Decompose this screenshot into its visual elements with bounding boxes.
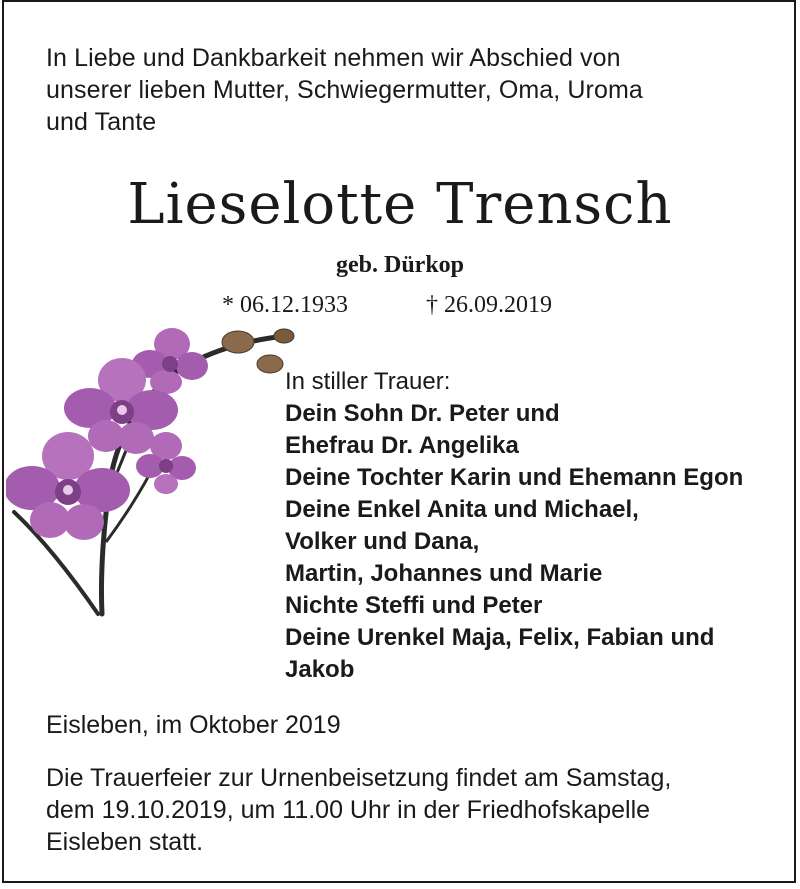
orchid-bud [222,331,254,353]
mourner-line: Ehefrau Dr. Angelika [285,432,519,459]
mourner-line: Dein Sohn Dr. Peter und [285,400,560,427]
ceremony-line: dem 19.10.2019, um 11.00 Uhr in der Friedhofskapelle [46,796,651,824]
mourner-line: Deine Enkel Anita und Michael, [285,496,639,523]
intro-line: unserer lieben Mutter, Schwiegermutter, Oma, Uroma [46,76,643,104]
mourner-line: Deine Tochter Karin und Ehemann Egon [285,464,744,491]
mourner-line: Martin, Johannes und Marie [285,560,603,587]
birth-date: * 06.12.1933 [222,292,348,318]
deceased-name: Lieselotte Trensch [127,172,673,237]
mourners-heading: In stiller Trauer: [285,368,451,395]
ceremony-info [46,762,766,858]
mourner-line: Deine Urenkel Maja, Felix, Fabian und [285,624,715,651]
mourner-line: Volker und Dana, [285,528,480,555]
born-name: geb. Dürkop [335,252,465,278]
orchid-icon [6,322,296,620]
orchid-bud [274,329,294,343]
ceremony-line: Die Trauerfeier zur Urnenbeisetzung findet am Samstag, [46,764,672,792]
intro-text [46,42,746,138]
ceremony-line: Eisleben statt. [46,828,204,856]
orchid-bud [257,355,283,373]
death-date: † 26.09.2019 [426,292,552,318]
intro-line: und Tante [46,108,157,136]
place-date: Eisleben, im Oktober 2019 [46,711,341,739]
mourner-line: Jakob [285,656,355,683]
intro-line: In Liebe und Dankbarkeit nehmen wir Abschied von [46,44,621,72]
mourners-list [285,366,785,686]
mourner-line: Nichte Steffi und Peter [285,592,543,619]
